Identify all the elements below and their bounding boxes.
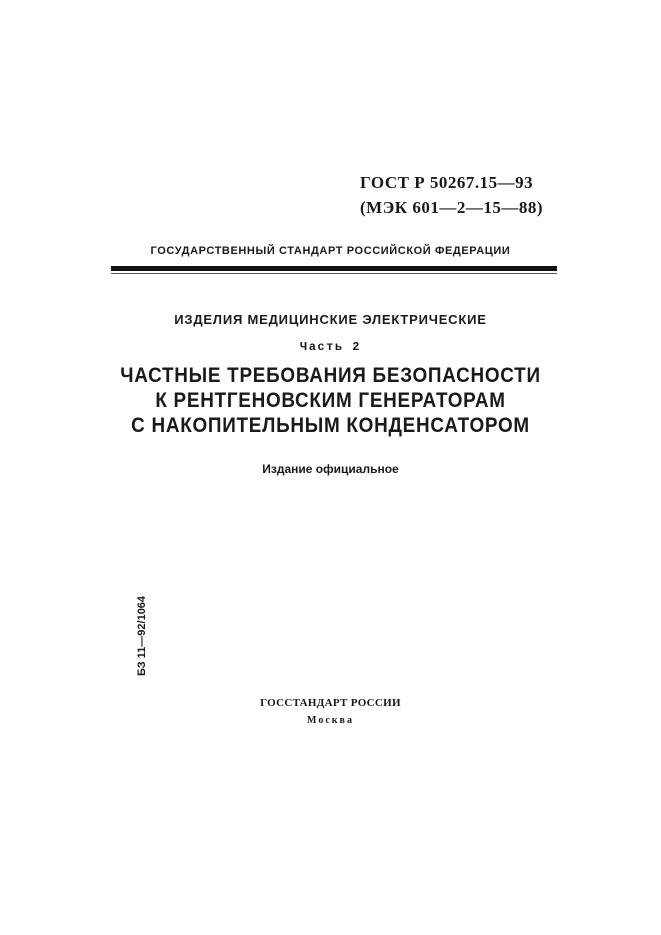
main-title-line-2: К РЕНТГЕНОВСКИМ ГЕНЕРАТОРАМ — [155, 389, 506, 412]
main-title-line-3: С НАКОПИТЕЛЬНЫМ КОНДЕНСАТОРОМ — [131, 414, 530, 437]
side-code: БЗ 11—92/1064 — [136, 595, 148, 677]
part-label: Часть 2 — [300, 340, 361, 354]
header-rule-thin — [111, 273, 557, 274]
publisher: ГОССТАНДАРТ РОССИИ — [260, 697, 401, 709]
main-title-line-1: ЧАСТНЫЕ ТРЕБОВАНИЯ БЕЗОПАСНОСТИ — [120, 364, 541, 387]
series-title: ИЗДЕЛИЯ МЕДИЦИНСКИЕ ЭЛЕКТРИЧЕСКИЕ — [174, 312, 487, 327]
standard-type-heading: ГОСУДАРСТВЕННЫЙ СТАНДАРТ РОССИЙСКОЙ ФЕДЕРАЦИИ — [150, 245, 511, 257]
mek-number: (МЭК 601—2—15—88) — [360, 198, 543, 217]
city: Москва — [307, 715, 354, 726]
gost-number: ГОСТ Р 50267.15—93 — [360, 173, 534, 192]
header-rule — [111, 266, 557, 271]
edition-label: Издание официальное — [262, 462, 399, 476]
